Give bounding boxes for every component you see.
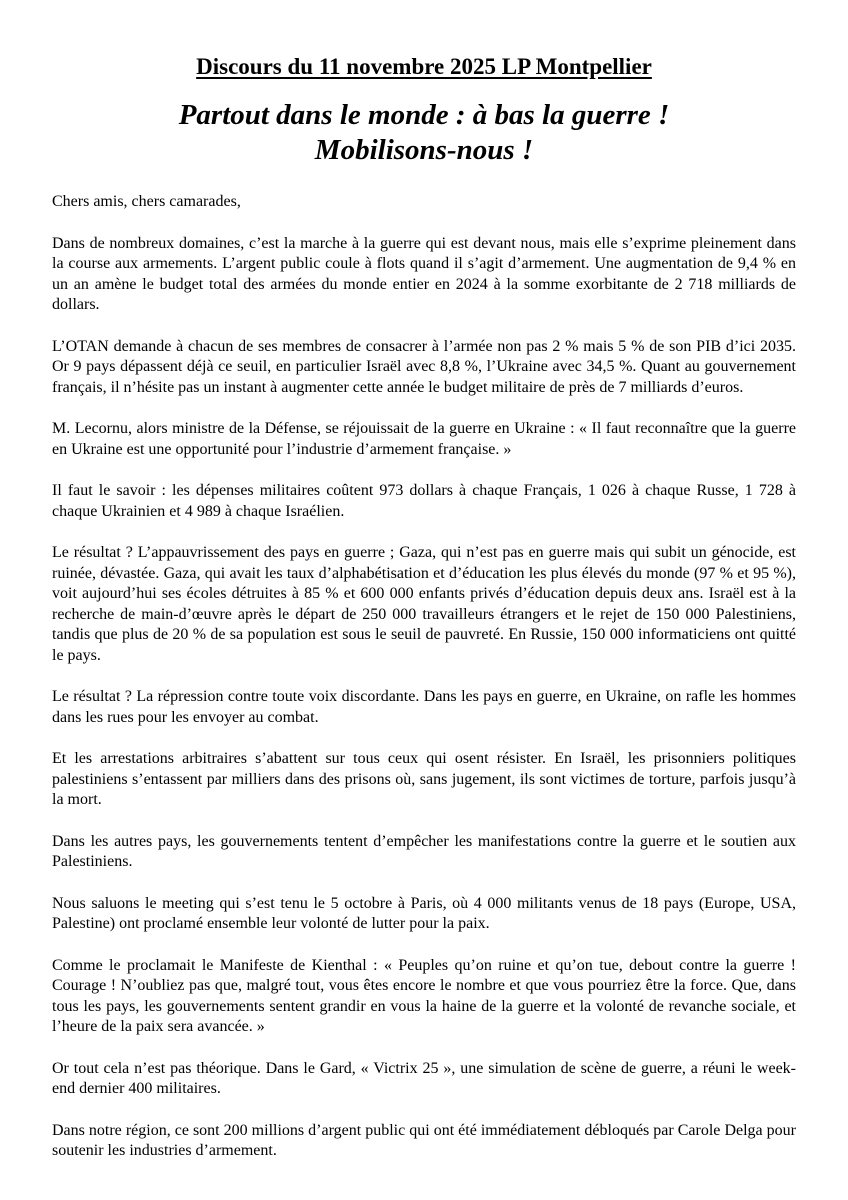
document-subtitle xyxy=(52,98,796,168)
body-paragraph: Le résultat ? L’appauvrissement des pays en guerre ; Gaza, qui n’est pas en guerre mais qui subit un génocide, est ruinée, dévastée. Gaza, qui avait les taux d’alphabétisation et d’éducation les plus élevés du monde (97 % et 95 %), voit aujourd’hui ses écoles détruites à 85 % et 600 000 enfants privés d’éducation depuis deux ans. Israël est à la recherche de main-d’œuvre après le départ de 250 000 travailleurs étrangers et le rejet de 150 000 Palestiniens, tandis que plus de 20 % de sa population est sous le seuil de pauvreté. En Russie, 150 000 informaticiens ont quitté le pays. xyxy=(52,544,796,664)
subtitle-line-2: Mobilisons-nous ! xyxy=(314,134,534,166)
document-title: Discours du 11 novembre 2025 LP Montpellier xyxy=(196,54,652,79)
body-paragraph: Il faut le savoir : les dépenses militaires coûtent 973 dollars à chaque Français, 1 026 à chaque Russe, 1 728 à chaque Ukrainien et 4 989 à chaque Israélien. xyxy=(52,482,796,520)
subtitle-line-1: Partout dans le monde : à bas la guerre ! xyxy=(178,99,670,131)
body-paragraph: Et les arrestations arbitraires s’abattent sur tous ceux qui osent résister. En Israël, les prisonniers politiques palestiniens s’entassent par milliers dans des prisons où, sans jugement, ils sont victimes de torture, parfois jusqu’à la mort. xyxy=(52,750,796,808)
body-paragraph: L’OTAN demande à chacun de ses membres de consacrer à l’armée non pas 2 % mais 5 % de son PIB d’ici 2035. Or 9 pays dépassent déjà ce seuil, en particulier Israël avec 8,8 %, l’Ukraine avec 34,5 %. Quant au gouvernement français, il n’hésite pas un instant à augmenter cette année le budget militaire de près de 7 milliards d’euros. xyxy=(52,337,796,396)
body-paragraph: M. Lecornu, alors ministre de la Défense, se réjouissait de la guerre en Ukraine : « Il faut reconnaître que la guerre en Ukraine est une opportunité pour l’industrie d’armement française. » xyxy=(52,420,796,458)
speech-body xyxy=(52,192,796,1162)
body-paragraph: Dans notre région, ce sont 200 millions d’argent public qui ont été immédiatement débloqués par Carole Delga pour soutenir les industries d’armement. xyxy=(52,1121,796,1159)
body-paragraph: Nous saluons le meeting qui s’est tenu le 5 octobre à Paris, où 4 000 militants venus de 18 pays (Europe, USA, Palestine) ont proclamé ensemble leur volonté de lutter pour la paix. xyxy=(52,894,796,932)
body-paragraph: Dans de nombreux domaines, c’est la marche à la guerre qui est devant nous, mais elle s’exprime pleinement dans la course aux armements. L’argent public coule à flots quand il s’agit d’armement. Une augmentation de 9,4 % en un an amène le budget total des armées du monde entier en 2024 à la somme exorbitante de 2 718 milliards de dollars. xyxy=(52,234,796,313)
body-paragraph: Dans les autres pays, les gouvernements tentent d’empêcher les manifestations contre la guerre et le soutien aux Palestiniens. xyxy=(52,832,796,870)
body-paragraph: Comme le proclamait le Manifeste de Kienthal : « Peuples qu’on ruine et qu’on tue, debout contre la guerre ! Courage ! N’oubliez pas que, malgré tout, vous êtes encore le nombre et que vous pourriez être la force. Que, dans tous les pays, les gouvernements sentent grandir en vous la haine de la guerre et la volonté de revanche sociale, et l’heure de la paix sera avancée. » xyxy=(52,956,796,1035)
body-paragraph: Or tout cela n’est pas théorique. Dans le Gard, « Victrix 25 », une simulation de scène de guerre, a réuni le week-end dernier 400 militaires. xyxy=(52,1059,796,1097)
salutation-paragraph: Chers amis, chers camarades, xyxy=(52,193,241,210)
body-paragraph: Le résultat ? La répression contre toute voix discordante. Dans les pays en guerre, en Ukraine, on rafle les hommes dans les rues pour les envoyer au combat. xyxy=(52,688,796,726)
